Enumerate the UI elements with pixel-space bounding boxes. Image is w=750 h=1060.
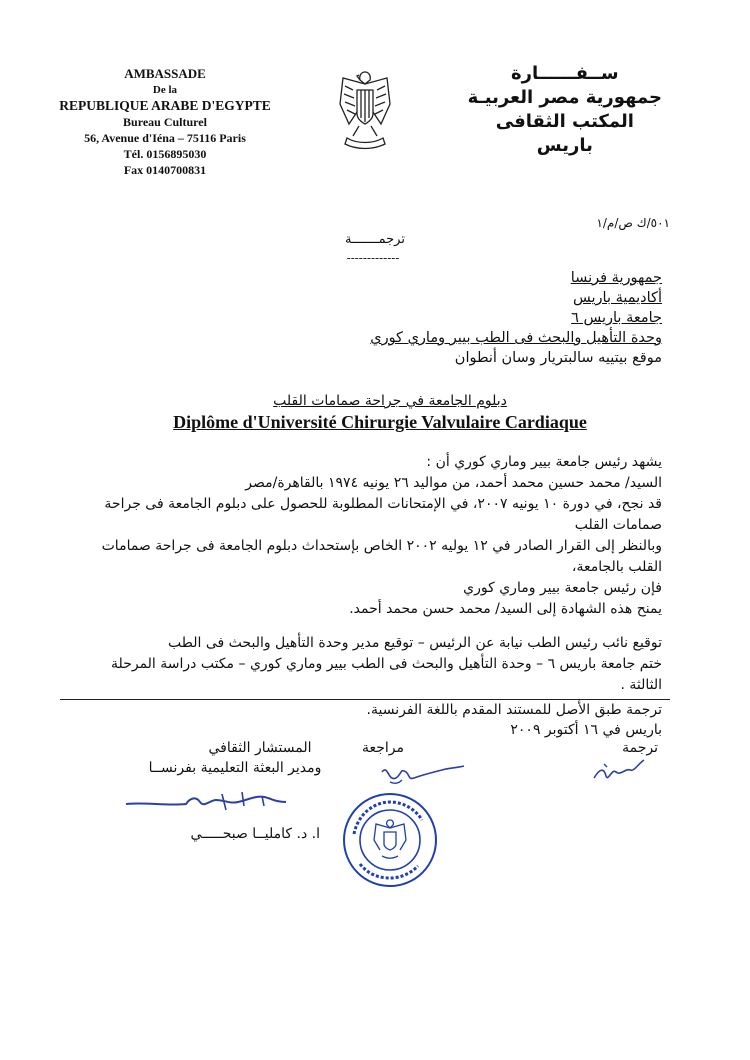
header-ar-line: جمهورية مصر العربيـة: [467, 87, 662, 108]
reviewer-signature: [378, 758, 468, 788]
closing-block: [367, 700, 662, 740]
signatures-description: [80, 633, 662, 696]
translator-signature: [590, 758, 650, 784]
advisor-signature: [122, 788, 292, 820]
translation-underline: -------------: [346, 251, 400, 265]
header-fr-line: AMBASSADE: [124, 66, 206, 81]
embassy-header-ar: [468, 62, 662, 158]
certificate-body: [80, 452, 662, 620]
header-ar-line: باريس: [536, 135, 593, 156]
body-paragraph: وبالنظر إلى القرار الصادر في ١٢ يوليه ٢٠٠٢ الخاص بإستحداث دبلوم الجامعة فى جراحة صمامات القلب بالجامعة،: [101, 538, 662, 575]
closing-line: ترجمة طبق الأصل للمستند المقدم باللغة الفرنسية.: [366, 702, 662, 718]
header-fr-line: 56, Avenue d'Iéna – 75116 Paris: [84, 131, 246, 145]
issuer-line: جمهورية فرنسا: [570, 270, 662, 286]
issuer-line: موقع بيتييه سالبتريار وسان أنطوان: [454, 350, 662, 366]
header-fr-line: Bureau Culturel: [123, 115, 207, 129]
reviewer-label: مراجعة: [362, 740, 405, 756]
header-fr-line: Tél. 0156895030: [123, 147, 207, 161]
reference-number: ٥٠١/ك ص/م/١: [596, 216, 670, 230]
signatures-line: ختم جامعة باريس ٦ – وحدة التأهيل والبحث فى الطب بيير وماري كوري – مكتب دراسة المرحلة الثالثة .: [111, 656, 662, 693]
director-label: ومدير البعثة التعليمية بفرنســا: [148, 760, 322, 776]
diploma-title-fr: Diplôme d'Université Chirurgie Valvulaire Cardiaque: [173, 412, 587, 432]
diploma-title-ar: دبلوم الجامعة في جراحة صمامات القلب: [273, 393, 507, 409]
eagle-emblem-icon: [335, 64, 395, 156]
issuer-line: جامعة باريس ٦: [571, 310, 662, 326]
body-paragraph: يشهد رئيس جامعة بيير وماري كوري أن :: [426, 454, 662, 470]
header-ar-line: ســفــــــارة: [511, 63, 619, 84]
translator-label: ترجمة: [622, 740, 658, 756]
advisor-name: ا. د. كامليــا صبحـــــي: [190, 826, 320, 842]
header-fr-line: De la: [152, 84, 178, 96]
issuer-line: أكاديمية باريس: [573, 290, 662, 306]
closing-line: باريس في ١٦ أكتوبر ٢٠٠٩: [510, 722, 662, 738]
cultural-advisor-label: المستشار الثقافي: [208, 740, 312, 756]
header-ar-line: المكتب الثقافى: [495, 111, 634, 132]
header-fr-line: Fax 0140700831: [123, 163, 207, 177]
body-paragraph: فإن رئيس جامعة بيير وماري كوري: [463, 580, 662, 596]
header-fr-line: REPUBLIQUE ARABE D'EGYPTE: [59, 98, 271, 113]
official-stamp-icon: [340, 790, 440, 890]
signatures-line: توقيع نائب رئيس الطب نيابة عن الرئيس – توقيع مدير وحدة التأهيل والبحث فى الطب: [168, 635, 662, 651]
body-paragraph: يمنح هذه الشهادة إلى السيد/ محمد حسن محمد أحمد.: [349, 601, 662, 617]
body-paragraph: قد نجح، في دورة ١٠ يونيه ٢٠٠٧، في الإمتحانات المطلوبة للحصول على دبلوم الجامعة فى جراحة صمامات القلب: [104, 496, 662, 533]
translation-title: ترجمـــــــة: [345, 232, 405, 247]
embassy-header-fr: [0, 66, 330, 178]
body-paragraph: السيد/ محمد حسين محمد أحمد، من مواليد ٢٦ يونيه ١٩٧٤ بالقاهرة/مصر: [245, 475, 662, 491]
issuer-line: وحدة التأهيل والبحث فى الطب بيير وماري كوري: [370, 330, 662, 346]
issuer-block: [370, 268, 662, 368]
